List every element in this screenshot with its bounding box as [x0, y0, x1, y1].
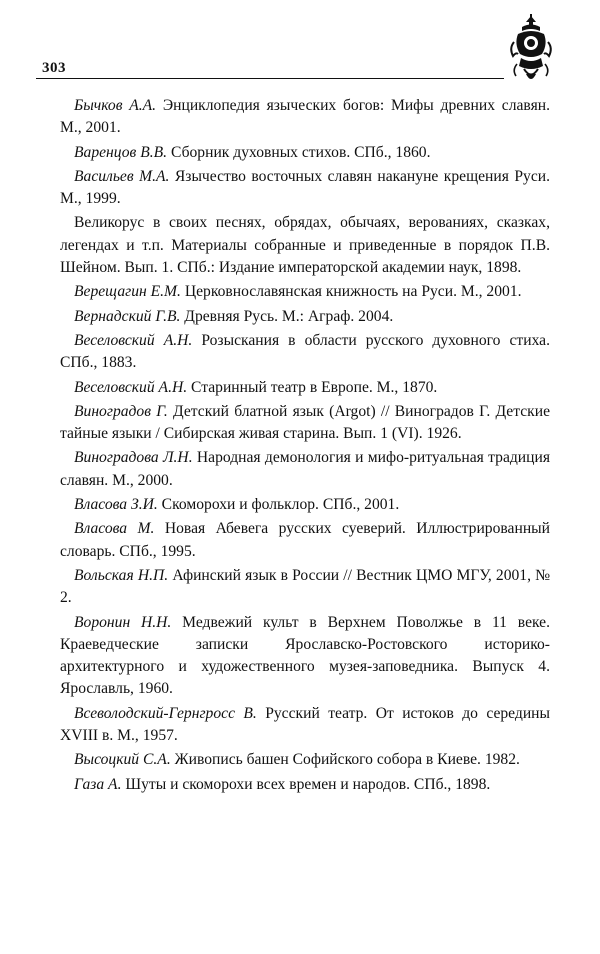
entry-text: Великорус в своих песнях, обрядах, обычаях, верованиях, сказках, легендах и т.п. Материалы собранные и приведенные в порядок П.В. Шейном. Вып. 1. СПб.: Издание императорской академии наук, 1898. — [60, 214, 550, 277]
entry-author: Виноградов Г. — [74, 402, 168, 420]
entry-text: Старинный театр в Европе. М., 1870. — [187, 378, 438, 396]
entry-text: Русский театр. От истоков до середины XVIII в. М., 1957. — [60, 704, 550, 745]
entry-text: Древняя Русь. М.: Аграф. 2004. — [180, 307, 394, 325]
entry-author: Газа А. — [74, 775, 122, 793]
bibliography-entry — [60, 749, 550, 771]
entry-author: Васильев М.А. — [74, 167, 170, 185]
entry-author: Всеволодский-Гернгросс В. — [74, 704, 257, 722]
bibliography-entry — [60, 703, 550, 748]
bibliography-entry — [60, 447, 550, 492]
bibliography-entry — [60, 95, 550, 140]
entry-author: Веселовский А.Н. — [74, 331, 193, 349]
entry-text: Живопись башен Софийского собора в Киеве. 1982. — [170, 751, 520, 769]
bibliography-entry — [60, 330, 550, 375]
bibliography-entry — [60, 212, 550, 279]
entry-text: Народная демонология и мифо-ритуальная традиция славян. М., 2000. — [60, 449, 551, 489]
bibliography-entry — [60, 142, 550, 164]
entry-author: Верещагин Е.М. — [74, 283, 181, 301]
entry-text: Розыскания в области русского духовного стиха. СПб., 1883. — [60, 331, 550, 372]
bibliography-entry — [60, 494, 550, 516]
entry-author: Бычков А.А. — [74, 97, 157, 114]
bibliography-entry — [60, 612, 550, 701]
entry-text: Энциклопедия языческих богов: Мифы древних славян. М., 2001. — [60, 97, 550, 137]
entry-author: Виноградова Л.Н. — [74, 449, 193, 467]
entry-author: Веселовский А.Н. — [74, 378, 188, 396]
entry-text: Новая Абевега русских суеверий. Иллюстрированный словарь. СПб., 1995. — [60, 520, 550, 560]
bibliography-entry — [60, 774, 550, 796]
entry-text: Афинский язык в России // Вестник ЦМО МГУ, 2001, № 2. — [60, 566, 551, 607]
bibliography-entry — [60, 518, 550, 563]
page-number: 303 — [42, 60, 66, 76]
bibliography-list — [60, 95, 550, 798]
entry-text: Скоморохи и фольклор. СПб., 2001. — [157, 496, 400, 514]
bibliography-entry — [60, 306, 550, 328]
header-rule — [36, 78, 504, 79]
entry-text: Детский блатной язык (Argot) // Виноградов Г. Детские тайные языки / Сибирская живая старина. Вып. 1 (VI). 1926. — [60, 402, 551, 443]
entry-author: Власова М. — [74, 520, 155, 538]
entry-text: Язычество восточных славян накануне крещения Руси. М., 1999. — [60, 167, 551, 208]
bibliography-entry — [60, 565, 550, 610]
ornament-emblem-icon — [506, 14, 556, 86]
bibliography-entry — [60, 166, 550, 211]
entry-author: Высоцкий С.А. — [74, 751, 171, 769]
entry-author: Варенцов В.В. — [74, 143, 168, 161]
entry-text: Шуты и скоморохи всех времен и народов. СПб., 1898. — [121, 775, 491, 793]
entry-text: Церковнославянская книжность на Руси. М., 2001. — [180, 283, 522, 301]
bibliography-entry — [60, 377, 550, 399]
entry-author: Воронин Н.Н. — [74, 613, 172, 631]
entry-author: Власова З.И. — [74, 496, 158, 514]
entry-text: Медвежий культ в Верхнем Поволжье в 11 веке. Краеведческие записки Ярославско-Ростовского историко-архитектурного и художественного музея-заповедника. Выпуск 4. Ярославль, 1960. — [60, 613, 551, 698]
entry-author: Вольская Н.П. — [74, 566, 169, 584]
bibliography-entry — [60, 401, 550, 446]
entry-text: Сборник духовных стихов. СПб., 1860. — [167, 143, 431, 161]
page-header — [0, 0, 600, 90]
bibliography-entry — [60, 281, 550, 303]
entry-author: Вернадский Г.В. — [74, 307, 181, 325]
